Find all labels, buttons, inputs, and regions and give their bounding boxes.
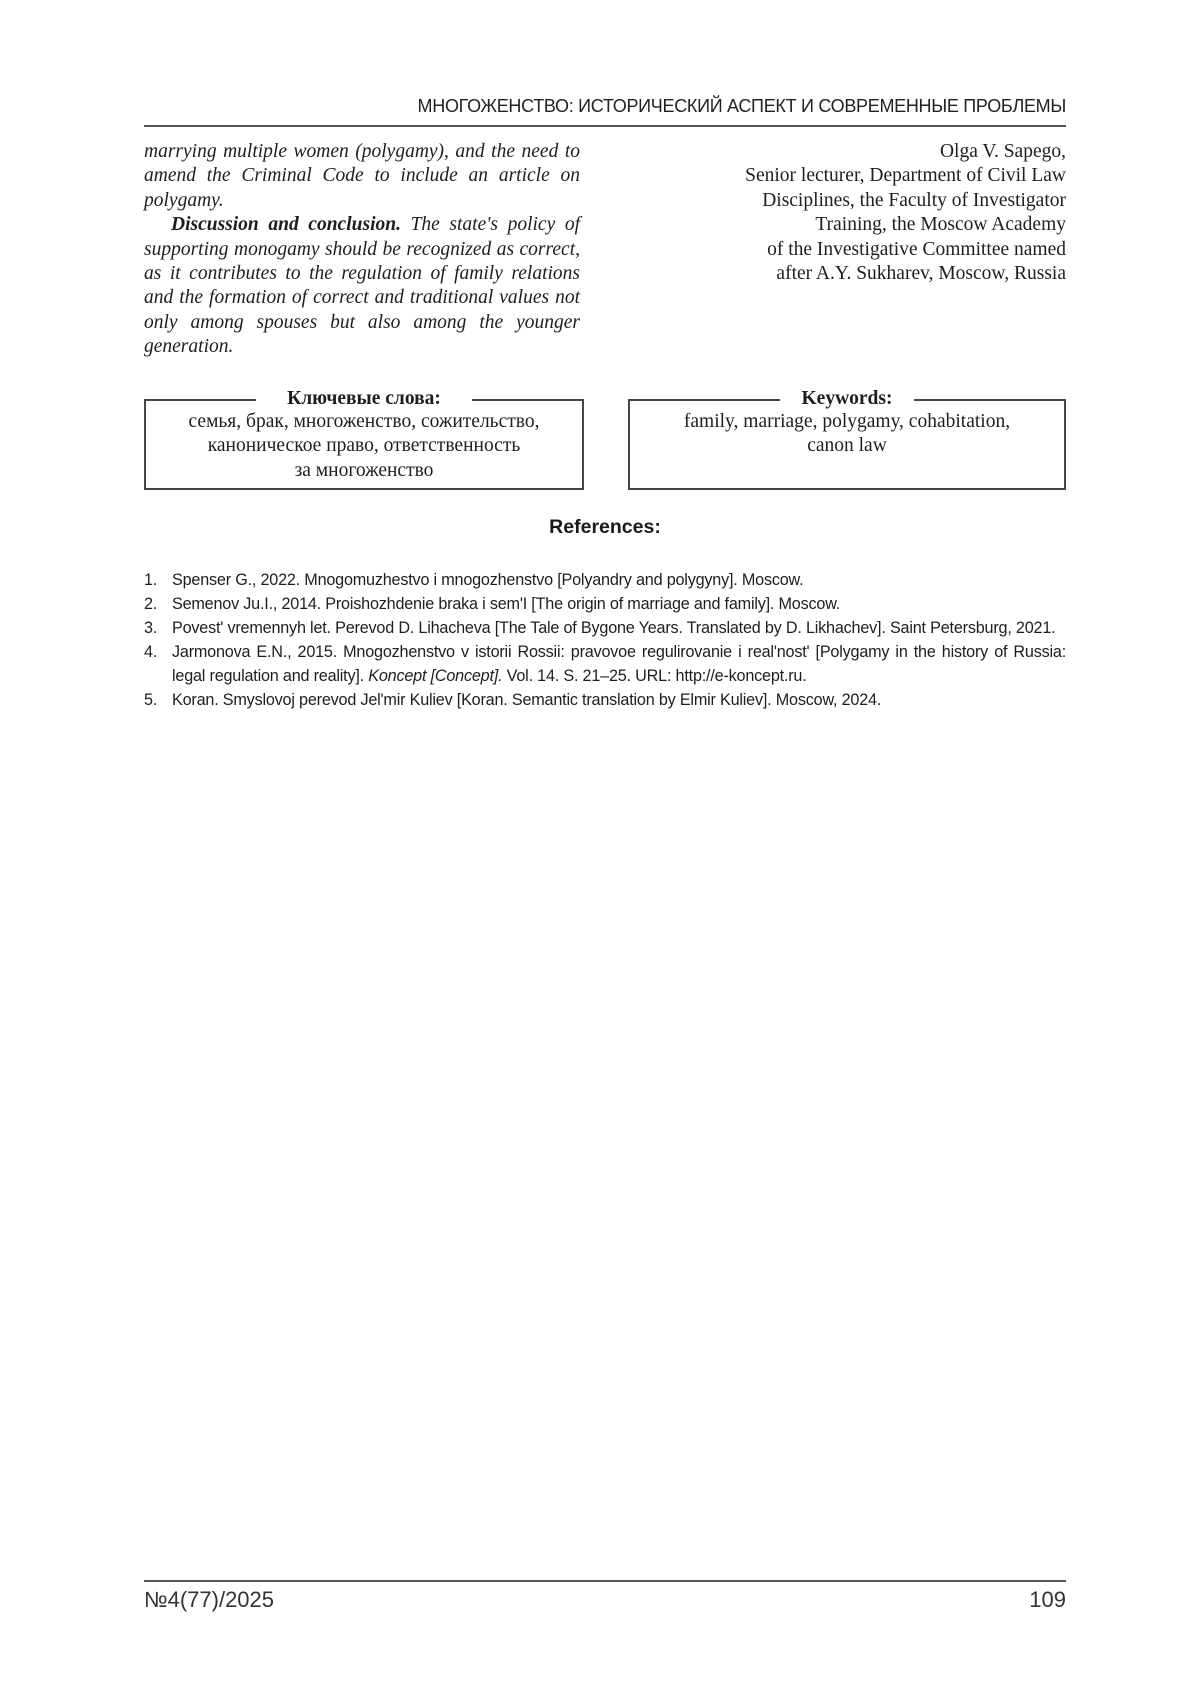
header-rule: [144, 125, 1066, 127]
keywords-ru-line: каноническое право, ответственность: [207, 435, 521, 457]
reference-item: [144, 688, 1066, 712]
keywords-ru-title: Ключевые слова:: [277, 388, 451, 409]
discussion-text: The state's policy of supporting monogamy should be recognized as correct, as it contributes to the regulation of family relations and the formation of correct and traditional values not only among spouses but also among the younger generation.: [144, 214, 580, 358]
reference-item: [144, 616, 1066, 640]
reference-text: Povest' vremennyh let. Perevod D. Lihacheva [The Tale of Bygone Years. Translated by D. Likhachev]. Saint Petersburg, 2021.: [172, 619, 1056, 637]
abstract-text-continued: marrying multiple women (polygamy), and the need to amend the Criminal Code to include an article on polygamy.: [144, 141, 580, 211]
reference-text: Spenser G., 2022. Mnogomuzhestvo i mnogozhenstvo [Polyandry and polygyny]. Moscow.: [172, 571, 804, 589]
reference-number: 2.: [144, 595, 158, 613]
issue-number: №4(77)/2025: [144, 1587, 275, 1612]
references-list: [144, 568, 1066, 712]
reference-number: 1.: [144, 571, 158, 589]
reference-item: [144, 568, 1066, 592]
running-title: МНОГОЖЕНСТВО: ИСТОРИЧЕСКИЙ АСПЕКТ И СОВРЕМЕННЫЕ ПРОБЛЕМЫ: [417, 96, 1066, 116]
references-title: References:: [549, 516, 661, 538]
footer-rule: [144, 1580, 1066, 1582]
reference-item: [144, 592, 1066, 616]
author-affiliation-line: Senior lecturer, Department of Civil Law: [745, 165, 1066, 187]
reference-item: [144, 640, 1066, 688]
page-number: 109: [1029, 1587, 1066, 1612]
discussion-paragraph: [144, 213, 580, 359]
keywords-en-line: family, marriage, polygamy, cohabitation,: [683, 411, 1011, 432]
discussion-heading: Discussion and conclusion.: [171, 214, 401, 236]
keywords-en-title: Keywords:: [792, 388, 903, 409]
author-block: [640, 140, 1066, 286]
keywords-ru-box: [144, 388, 584, 490]
reference-number: 5.: [144, 691, 158, 709]
reference-tail: Vol. 14. S. 21–25. URL: http://e-koncept.ru.: [502, 667, 807, 685]
author-affiliation-line: Disciplines, the Faculty of Investigator: [762, 189, 1066, 211]
author-affiliation-line: Training, the Moscow Academy: [815, 214, 1066, 236]
reference-number: 4.: [144, 643, 158, 661]
keywords-en-box: [628, 388, 1066, 490]
author-affiliation-line: after A.Y. Sukharev, Moscow, Russia: [776, 263, 1066, 285]
keywords-ru-line: семья, брак, многоженство, сожительство,: [188, 411, 540, 432]
author-affiliation-line: of the Investigative Committee named: [767, 238, 1066, 260]
keywords-en-line: canon law: [807, 435, 887, 457]
keywords-ru-line: за многоженство: [294, 459, 434, 481]
author-name: Olga V. Sapego,: [939, 141, 1066, 162]
reference-journal: Koncept [Concept].: [368, 667, 503, 685]
reference-text: Jarmonova E.N., 2015. Mnogozhenstvo v istorii Rossii: pravovoe regulirovanie i real'nost' [Polygamy in the history of Russia: legal regulation and reality].: [172, 643, 1066, 685]
reference-text: Koran. Smyslovoj perevod Jel'mir Kuliev [Koran. Semantic translation by Elmir Kuliev]. Moscow, 2024.: [172, 691, 882, 709]
reference-number: 3.: [144, 619, 158, 637]
abstract-continuation: [144, 140, 580, 360]
reference-text: Semenov Ju.I., 2014. Proishozhdenie braka i sem'I [The origin of marriage and family]. Moscow.: [172, 595, 841, 613]
